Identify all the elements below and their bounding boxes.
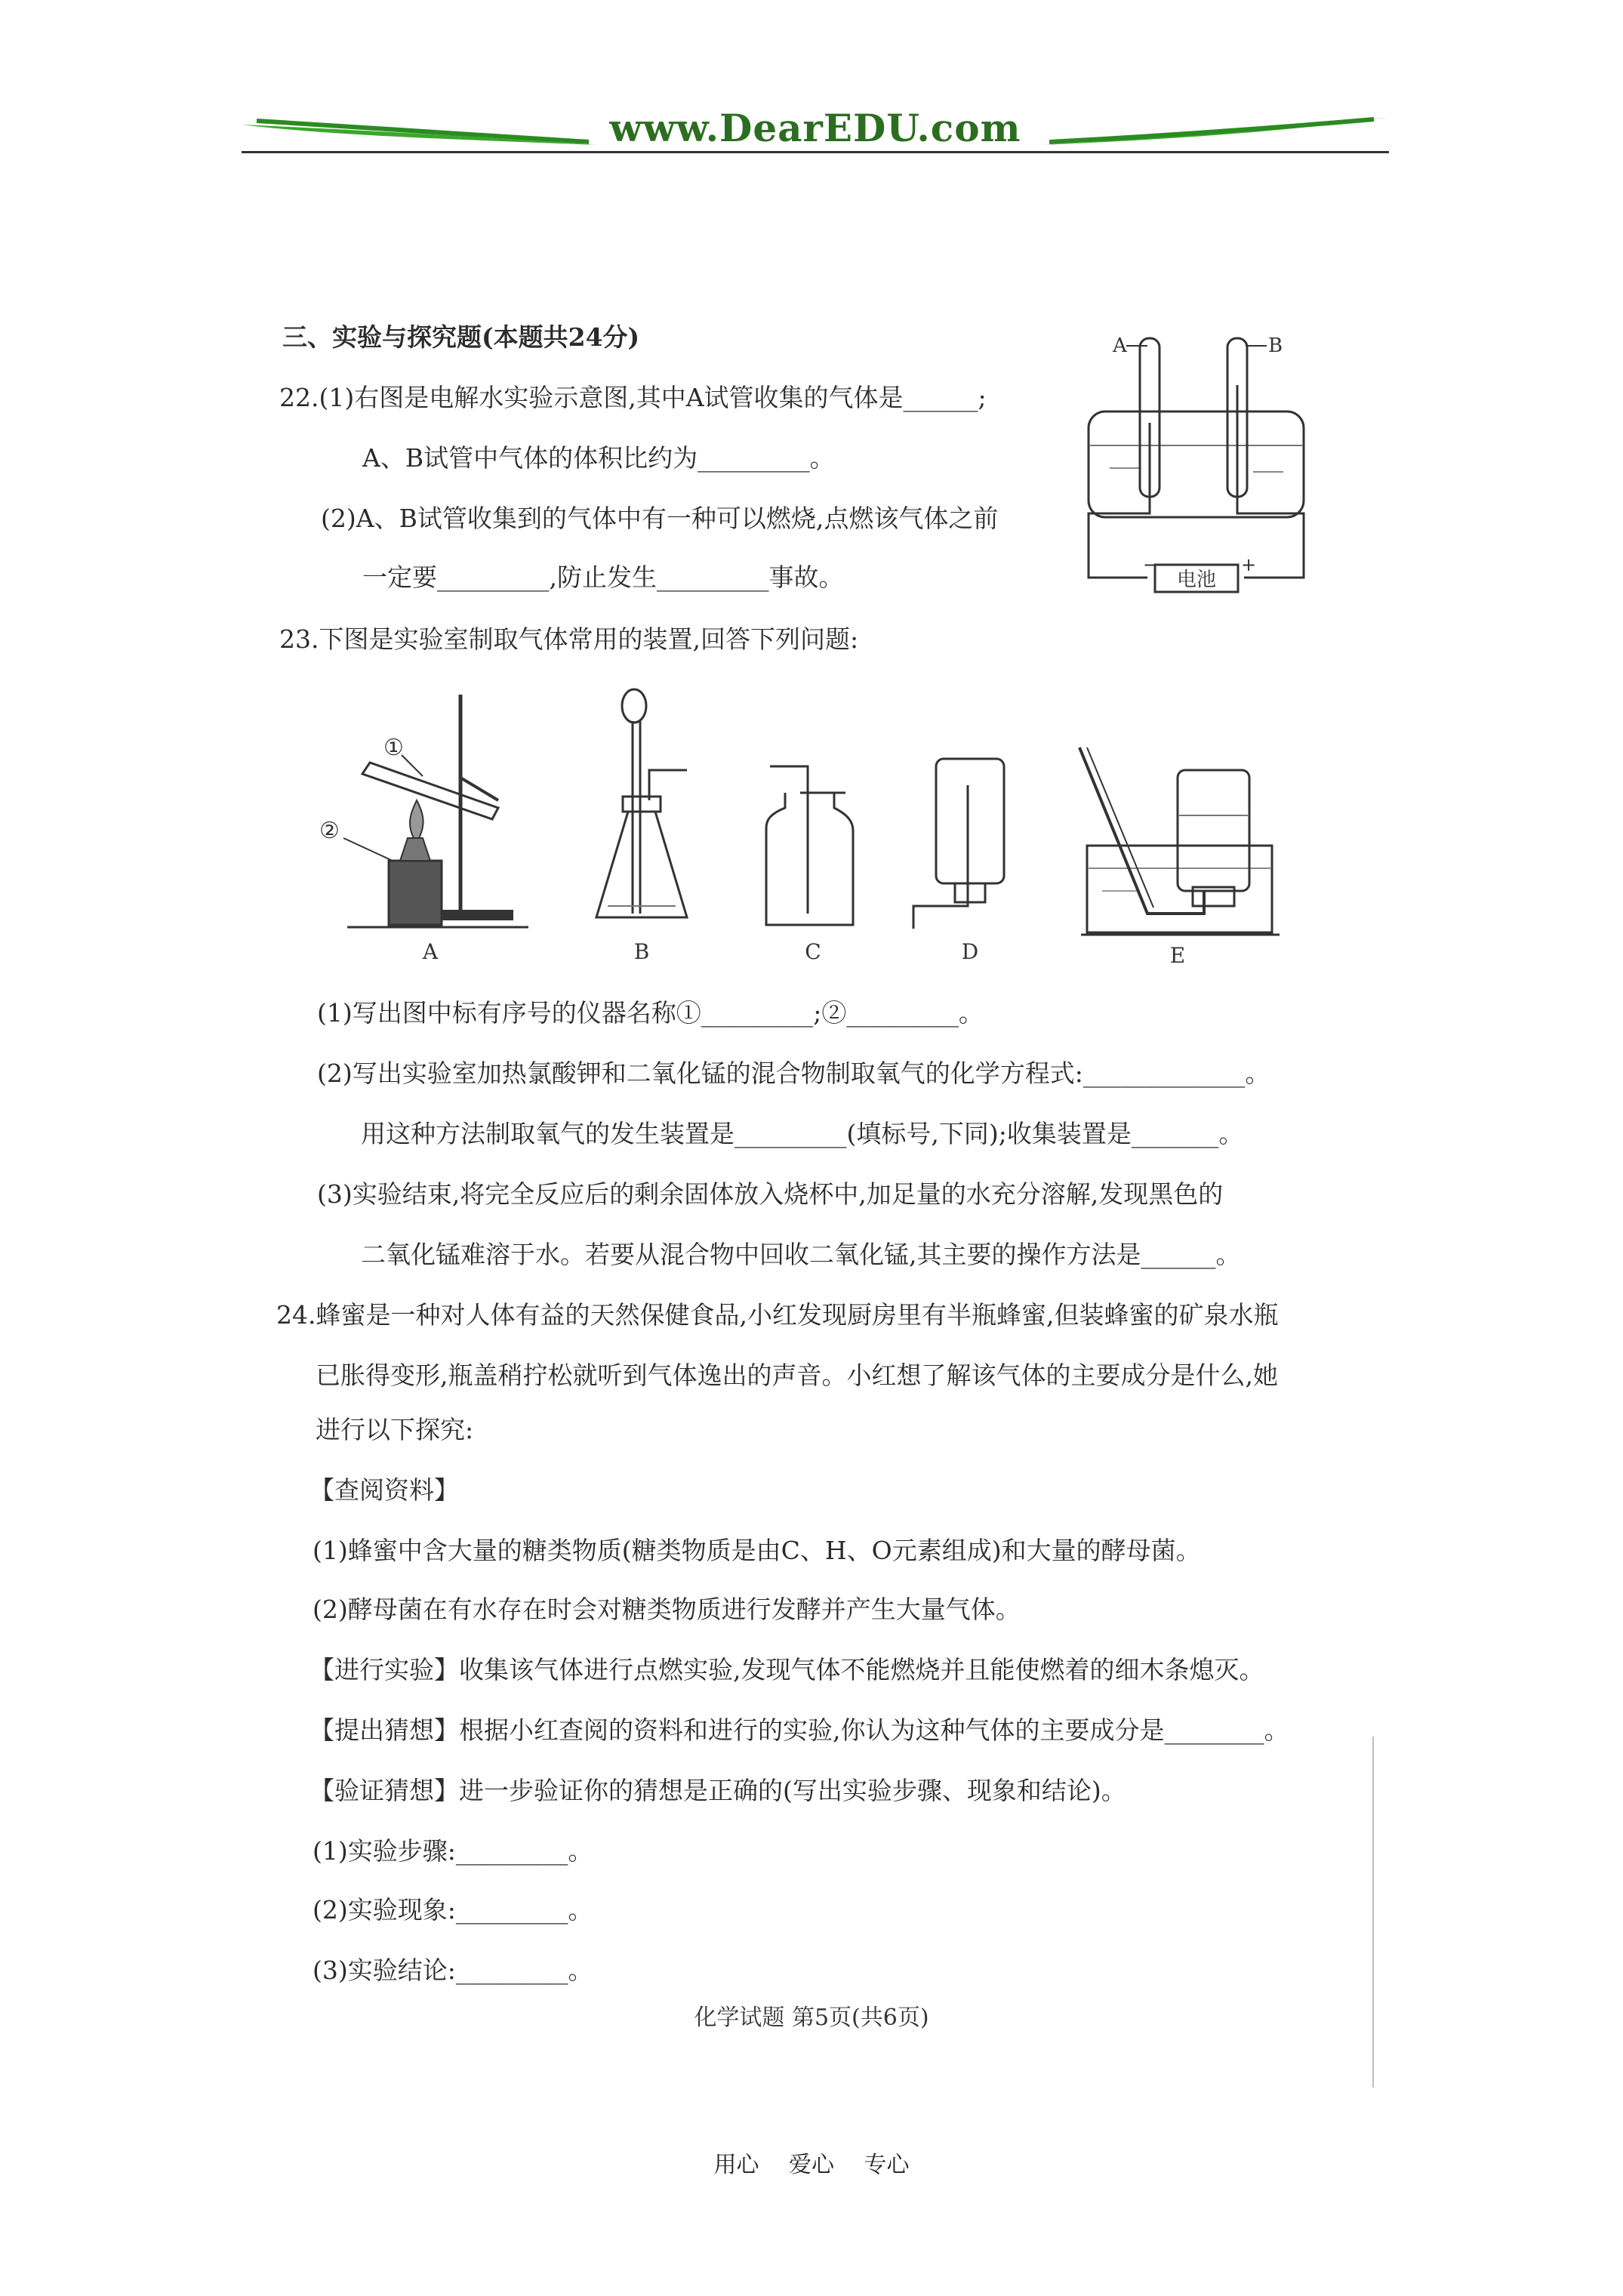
q24-line-12: (3)实验结论:_________。 bbox=[313, 1955, 593, 1985]
footer-motto: 用心 爱心 专心 bbox=[713, 2152, 910, 2178]
q22-line-4: 一定要_________,防止发生_________事故。 bbox=[362, 562, 844, 592]
q23-line-2: (1)写出图中标有序号的仪器名称①_________;②_________。 bbox=[317, 998, 984, 1028]
q24-line-11: (2)实验现象:_________。 bbox=[313, 1895, 593, 1925]
page-number: 化学试题 第5页(共6页) bbox=[694, 2005, 929, 2031]
fig23-label-e: E bbox=[1169, 943, 1186, 968]
electrolysis-diagram bbox=[1079, 325, 1313, 604]
q23-line-4: 用这种方法制取氧气的发生装置是_________(填标号,下同);收集装置是_______。 bbox=[361, 1119, 1244, 1148]
q24-line-8: 【提出猜想】根据小红查阅的资料和进行的实验,你认为这种气体的主要成分是________。 bbox=[310, 1715, 1289, 1745]
fig22-label-a: A bbox=[1113, 334, 1127, 357]
fig23-label-c: C bbox=[805, 939, 821, 964]
site-header bbox=[242, 106, 1389, 159]
site-url: www.DearEDU.com bbox=[609, 106, 1021, 150]
q24-line-9: 【验证猜想】进一步验证你的猜想是正确的(写出实验步骤、现象和结论)。 bbox=[310, 1776, 1126, 1805]
apparatus-c bbox=[766, 766, 853, 925]
q22-line-3: (2)A、B试管收集到的气体中有一种可以燃烧,点燃该气体之前 bbox=[321, 504, 999, 533]
q24-line-1: 24.蜂蜜是一种对人体有益的天然保健食品,小红发现厨房里有半瓶蜂蜜,但装蜂蜜的矿泉水瓶 bbox=[276, 1300, 1279, 1330]
fig23-label-b: B bbox=[633, 939, 650, 964]
apparatus-b bbox=[596, 689, 687, 917]
fig23-label-d: D bbox=[961, 939, 979, 964]
q23-line-1: 23.下图是实验室制取气体常用的装置,回答下列问题: bbox=[279, 624, 859, 654]
q24-line-7: 【进行实验】收集该气体进行点燃实验,发现气体不能燃烧并且能使燃着的细木条熄灭。 bbox=[310, 1655, 1264, 1684]
q23-line-5: (3)实验结束,将完全反应后的剩余固体放入烧杯中,加足量的水充分溶解,发现黑色的 bbox=[317, 1179, 1224, 1209]
apparatus-e bbox=[1079, 747, 1280, 935]
apparatus-d bbox=[913, 759, 1004, 929]
section-title: 三、实验与探究题(本题共24分) bbox=[282, 322, 640, 352]
fig22-minus: − bbox=[1143, 554, 1159, 575]
fig22-label-b: B bbox=[1268, 334, 1283, 357]
q24-line-2: 已胀得变形,瓶盖稍拧松就听到气体逸出的声音。小红想了解该气体的主要成分是什么,她 bbox=[316, 1361, 1278, 1390]
scan-edge-line bbox=[1372, 1737, 1374, 2088]
q23-line-3: (2)写出实验室加热氯酸钾和二氧化锰的混合物制取氧气的化学方程式:_____________。 bbox=[317, 1059, 1270, 1088]
q24-line-6: (2)酵母菌在有水存在时会对糖类物质进行发酵并产生大量气体。 bbox=[313, 1595, 1021, 1624]
q22-line-2: A、B试管中气体的体积比约为_________。 bbox=[362, 443, 835, 473]
q23-line-6: 二氧化锰难溶于水。若要从混合物中回收二氧化锰,其主要的操作方法是______。 bbox=[361, 1240, 1241, 1269]
apparatus-diagram bbox=[317, 687, 1298, 974]
header-rule bbox=[242, 151, 1389, 153]
q22-line-1: 22.(1)右图是电解水实验示意图,其中A试管收集的气体是______; bbox=[279, 383, 987, 412]
q24-line-3: 进行以下探究: bbox=[316, 1415, 474, 1444]
fig23-label-a: A bbox=[422, 939, 439, 964]
fig22-plus: + bbox=[1241, 554, 1257, 575]
q24-line-5: (1)蜂蜜中含大量的糖类物质(糖类物质是由C、H、O元素组成)和大量的酵母菌。 bbox=[313, 1536, 1201, 1565]
apparatus-a bbox=[319, 695, 528, 927]
fig23-num-1: ① bbox=[383, 735, 404, 761]
q24-line-10: (1)实验步骤:_________。 bbox=[313, 1836, 593, 1866]
q24-line-4: 【查阅资料】 bbox=[310, 1475, 459, 1505]
fig22-battery-label: 电池 bbox=[1176, 569, 1217, 591]
fig23-num-2: ② bbox=[319, 818, 340, 844]
